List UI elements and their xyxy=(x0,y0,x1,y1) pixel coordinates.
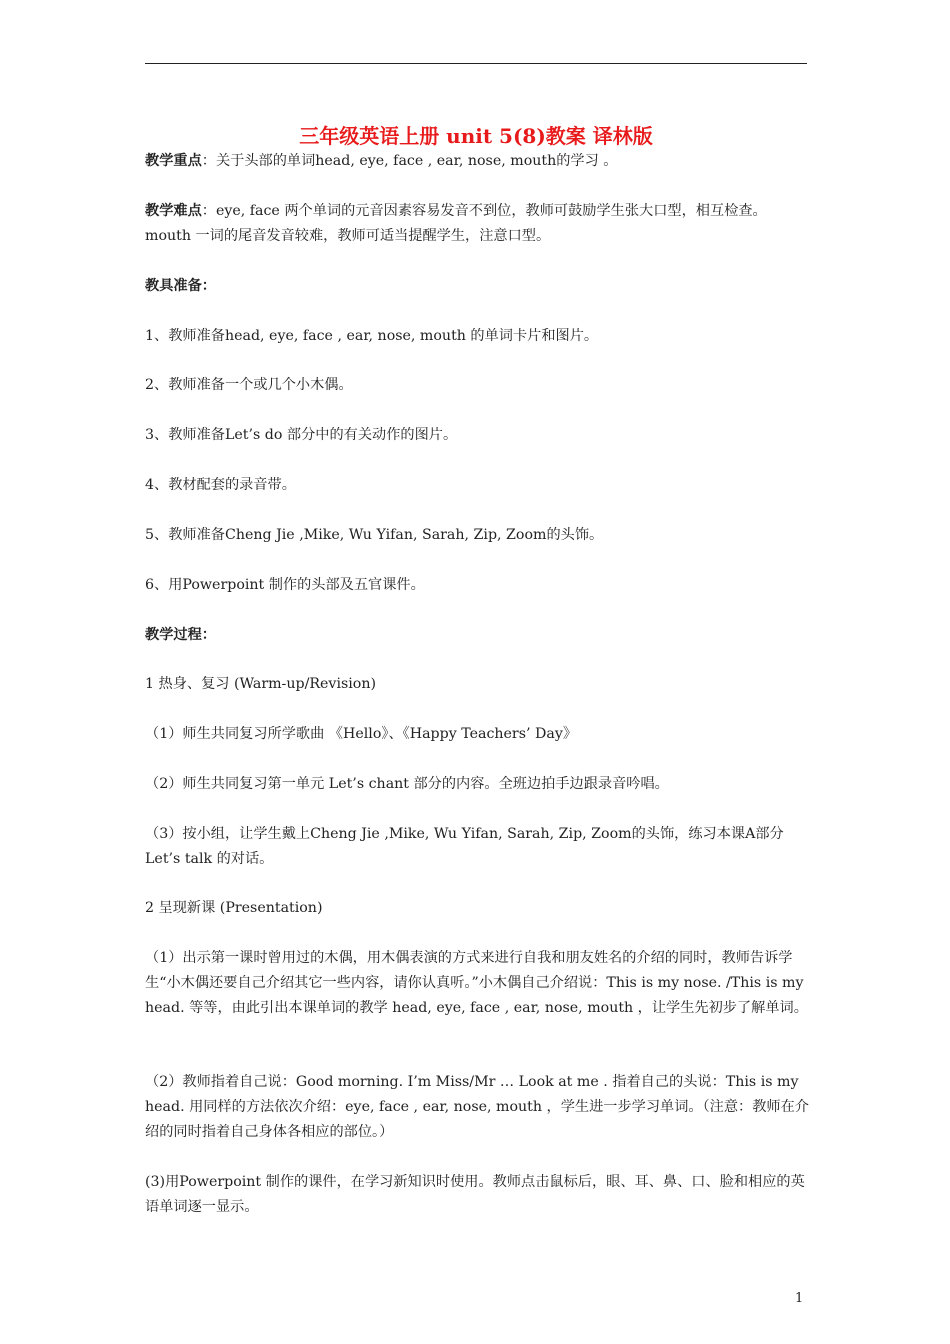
tool-item: 6、用Powerpoint 制作的头部及五官课件。 xyxy=(145,577,425,593)
tool-item: 5、教师准备Cheng Jie ,Mike, Wu Yifan, Sarah, Zip, Zoom的头饰。 xyxy=(145,527,604,543)
section2-item: （2）教师指着自己说：Good morning. I’m Miss/Mr … Look at me . 指着自己的头说：This is my head. 用同样的方法依次介绍：eye, face , ear, nose, mouth ，学生进一步学习单词。（注意：教师在介绍的同时指着自己身体各相应的部位。） xyxy=(145,1074,809,1140)
process-heading: 教学过程： xyxy=(145,627,216,643)
section1-item: （1）师生共同复习所学歌曲 《Hello》、《Happy Teachers’ Day》 xyxy=(145,726,578,742)
teaching-focus xyxy=(145,149,809,174)
tool-item: 3、教师准备Let’s do 部分中的有关动作的图片。 xyxy=(145,427,458,443)
section1-title: 1 热身、复习 (Warm-up/Revision) xyxy=(145,676,377,692)
difficulty-text: ：eye, face 两个单词的元音因素容易发音不到位，教师可鼓励学生张大口型，相互检查。mouth 一词的尾音发音较难，教师可适当提醒学生，注意口型。 xyxy=(145,203,767,244)
tool-item: 2、教师准备一个或几个小木偶。 xyxy=(145,377,353,393)
focus-text: ：关于头部的单词head, eye, face , ear, nose, mouth的学习 。 xyxy=(201,153,618,169)
teaching-difficulty xyxy=(145,199,809,249)
difficulty-label: 教学难点 xyxy=(145,203,202,219)
header-rule xyxy=(145,63,807,64)
tool-item: 4、教材配套的录音带。 xyxy=(145,477,296,493)
tools-heading: 教具准备： xyxy=(145,278,216,294)
page-title: 三年级英语上册 unit 5(8)教案 译林版 xyxy=(299,124,653,148)
section1-item: （2）师生共同复习第一单元 Let’s chant 部分的内容。全班边拍手边跟录音吟唱。 xyxy=(145,776,669,792)
section1-item: （3）按小组，让学生戴上Cheng Jie ,Mike, Wu Yifan, Sarah, Zip, Zoom的头饰，练习本课A部分Let’s talk 的对话。 xyxy=(145,826,784,867)
page-number: 1 xyxy=(795,1291,804,1306)
tool-item: 1、教师准备head, eye, face , ear, nose, mouth 的单词卡片和图片。 xyxy=(145,328,599,344)
section2-title: 2 呈现新课 (Presentation) xyxy=(145,900,323,916)
section2-item: （1）出示第一课时曾用过的木偶，用木偶表演的方式来进行自我和朋友姓名的介绍的同时，教师告诉学生“小木偶还要自己介绍其它一些内容，请你认真听。”小木偶自己介绍说：This is my nose. /This is my head. 等等，由此引出本课单词的教学 head, eye, face , ear, nose, mouth ，让学生先初步了解单词。 xyxy=(145,950,808,1016)
section2-item: (3)用Powerpoint 制作的课件，在学习新知识时使用。教师点击鼠标后，眼、耳、鼻、口、脸和相应的英语单词逐一显示。 xyxy=(145,1174,805,1215)
focus-label: 教学重点 xyxy=(145,153,202,169)
